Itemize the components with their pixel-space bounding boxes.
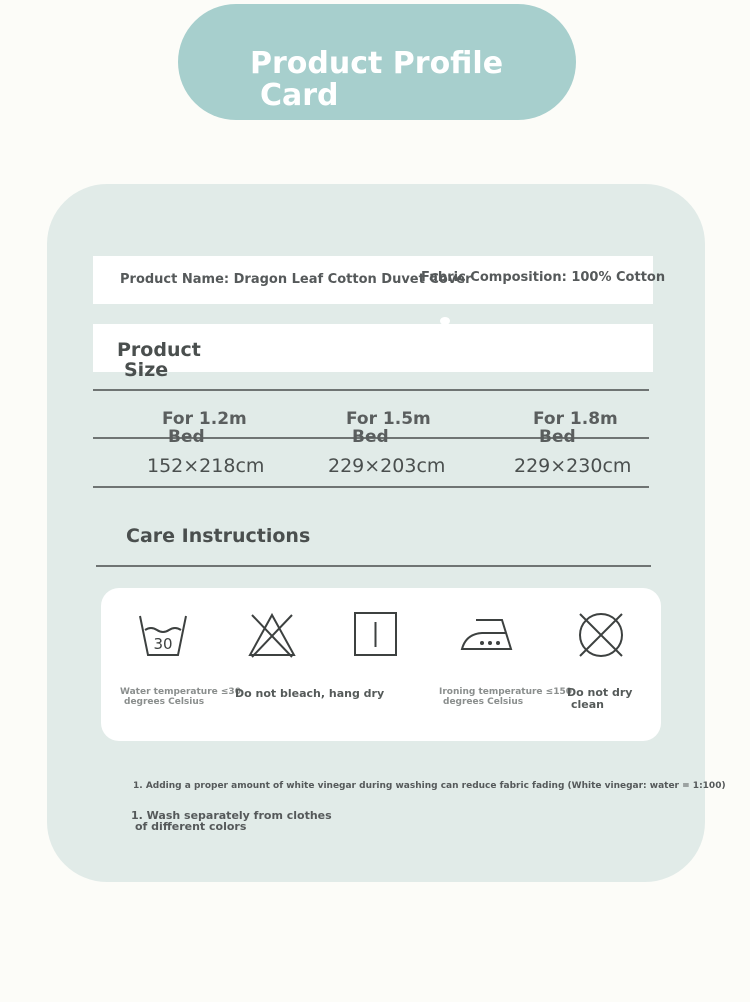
wash-label-line-1: Water temperature ≤30: [120, 687, 241, 697]
size-dimensions: 152×218cm: [147, 455, 265, 477]
care-note-line-2: of different colors: [135, 820, 247, 833]
hang-dry-icon: [353, 611, 399, 657]
dry-clean-label: [567, 687, 632, 711]
size-label-line-2: Bed: [352, 427, 389, 447]
iron-label-line-2: degrees Celsius: [443, 697, 524, 707]
page-title-line-1: Product Profile: [250, 46, 504, 81]
page-title-line-2: Card: [260, 78, 339, 113]
size-column-label: [533, 410, 618, 446]
size-label-line-1: For 1.8m: [533, 409, 618, 429]
size-dimensions: 229×203cm: [328, 455, 446, 477]
no-dry-clean-icon: [576, 610, 626, 660]
iron-label: [439, 687, 572, 707]
wash-label: [120, 687, 241, 707]
bleach-label-text: Do not bleach, hang dry: [235, 687, 385, 700]
wash-30-icon: [138, 612, 188, 658]
size-column-label: [162, 410, 247, 446]
care-note-line-1: 1. Wash separately from clothes: [131, 809, 332, 822]
iron-label-line-1: Ironing temperature ≤150: [439, 687, 573, 697]
wash-label-line-2: degrees Celsius: [124, 697, 205, 707]
size-label-line-1: For 1.5m: [346, 409, 431, 429]
product-name: Product Name: Dragon Leaf Cotton Duvet Cover: [120, 272, 472, 287]
care-section-title: Care Instructions: [126, 525, 311, 547]
size-label-line-2: Bed: [539, 427, 576, 447]
size-column-label: [346, 410, 431, 446]
wash-temperature-number: 30: [153, 635, 173, 653]
page-title: [250, 48, 503, 112]
dry-clean-label-line-1: Do not dry: [567, 686, 633, 699]
iron-icon: [460, 614, 514, 654]
care-title-rule: [96, 565, 651, 567]
size-title-line-1: Product: [117, 339, 201, 361]
no-bleach-icon: [248, 612, 296, 658]
size-table-top-rule: [93, 389, 649, 391]
fabric-composition: Fabric Composition: 100% Cotton: [421, 270, 666, 285]
decorative-dot: [440, 317, 450, 325]
size-section-title: [117, 340, 201, 380]
dry-clean-label-line-2: clean: [571, 698, 605, 711]
bleach-label: [235, 688, 384, 700]
size-dimensions: 229×230cm: [514, 455, 632, 477]
care-note: 1. Adding a proper amount of white vinegar during washing can reduce fabric fading (White vinegar: water = 1:100): [133, 781, 726, 791]
size-table-bottom-rule: [93, 486, 649, 488]
size-label-line-2: Bed: [168, 427, 205, 447]
size-title-line-2: Size: [124, 359, 169, 381]
size-label-line-1: For 1.2m: [162, 409, 247, 429]
care-note: [131, 810, 332, 832]
